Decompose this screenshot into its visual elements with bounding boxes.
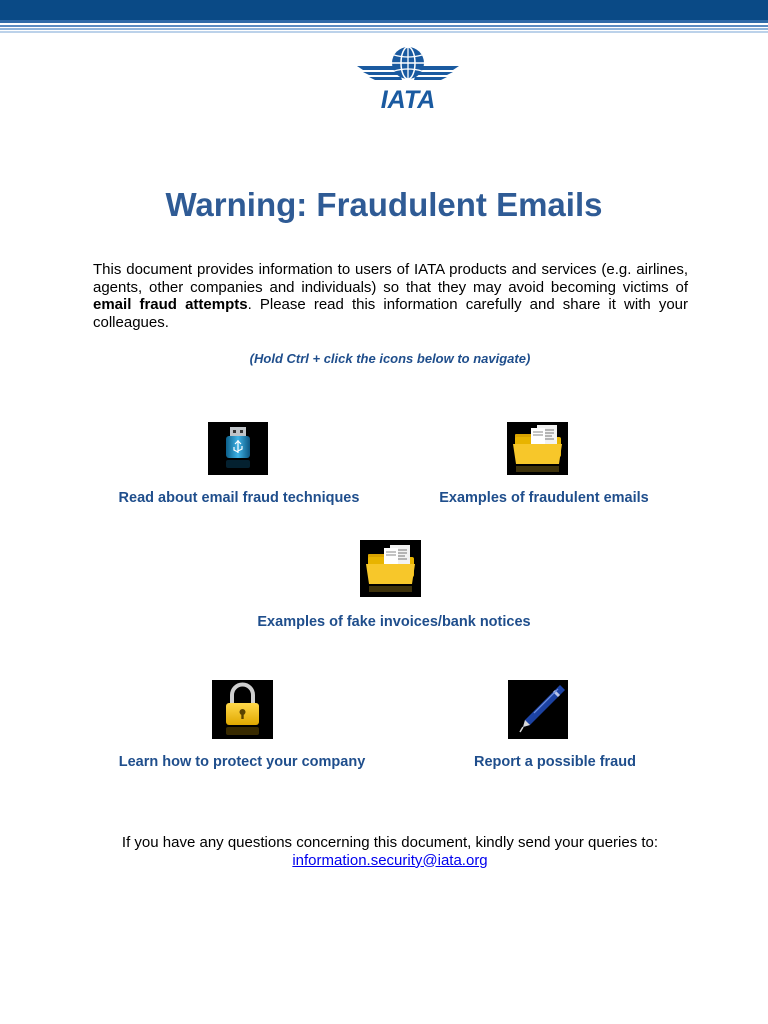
intro-text-part1: This document provides information to users of IATA products and services (e.g. airlines, agents, other companies and individuals) so that they may avoid becoming victims of: [93, 261, 688, 296]
footer-text: If you have any questions concerning this document, kindly send your queries to:: [121, 834, 659, 851]
nav-link-report-fraud[interactable]: Report a possible fraud: [474, 754, 636, 770]
usb-drive-icon[interactable]: [208, 422, 268, 475]
nav-link-fraudulent-email-examples[interactable]: Examples of fraudulent emails: [439, 490, 649, 506]
iata-logo: [355, 44, 461, 112]
nav-link-fake-invoices[interactable]: Examples of fake invoices/bank notices: [257, 614, 531, 630]
navigation-hint: (Hold Ctrl + click the icons below to navigate): [249, 351, 531, 366]
padlock-icon[interactable]: [212, 680, 273, 739]
pen-icon[interactable]: [508, 680, 568, 739]
footer-contact: [0, 834, 768, 869]
nav-link-protect-company[interactable]: Learn how to protect your company: [118, 754, 366, 770]
iata-logo-text: IATA: [380, 86, 436, 112]
nav-link-email-fraud-techniques[interactable]: Read about email fraud techniques: [118, 490, 360, 506]
contact-email-link[interactable]: information.security@iata.org: [292, 851, 488, 869]
intro-bold-text: email fraud attempts: [93, 296, 248, 313]
intro-paragraph: [93, 261, 688, 331]
document-folder-icon[interactable]: [507, 422, 568, 475]
page-title: Warning: Fraudulent Emails: [165, 186, 603, 223]
intro-text-part2: . Please read this information carefully and share it with your colleagues.: [93, 296, 688, 331]
invoice-folder-icon[interactable]: [360, 540, 421, 597]
